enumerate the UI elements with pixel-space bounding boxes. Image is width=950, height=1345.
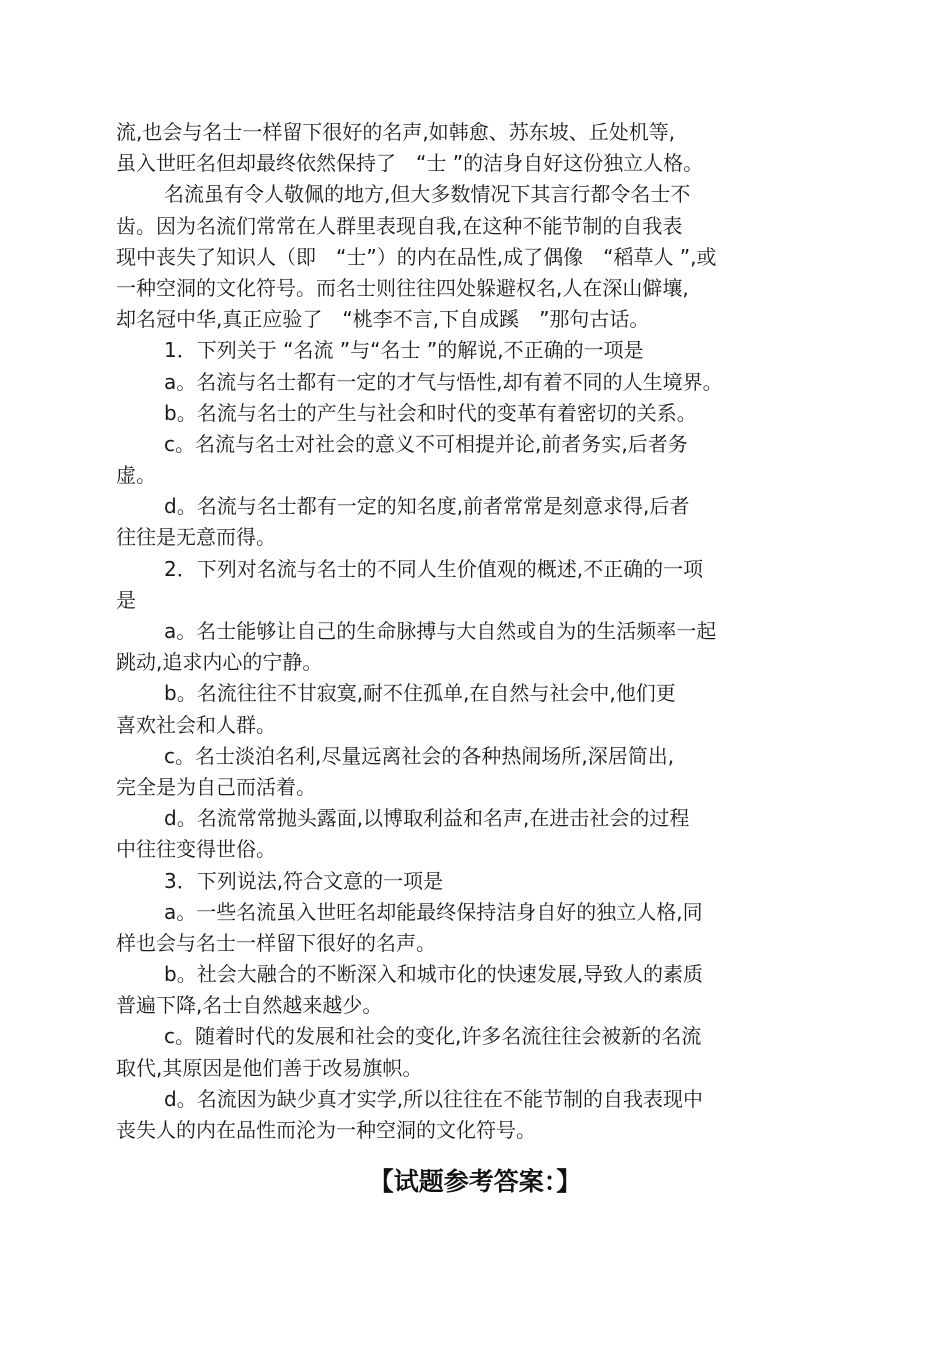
text-line: 齿。因为名流们常常在人群里表现自我,在这种不能节制的自我表: [116, 213, 683, 238]
text-line: 喜欢社会和人群。: [116, 712, 276, 737]
text-line: a。名士能够让自己的生命脉搏与大自然或自为的生活频率一起: [164, 619, 717, 643]
text-line: 跳动,追求内心的宁静。: [116, 650, 323, 675]
text-line: 是: [116, 587, 136, 612]
answer-heading: 【试题参考答案：】: [368, 1167, 582, 1196]
text-line: 一种空洞的文化符号。而名士则往往四处躲避权名,人在深山僻壤,: [116, 275, 689, 300]
text-line: 虽入世旺名但却最终依然保持了 “士 ”的洁身自好这份独立人格。: [116, 151, 704, 176]
text-line: 3．下列说法,符合文意的一项是: [164, 868, 444, 893]
text-line: 中往往变得世俗。: [116, 837, 276, 862]
text-line: a。名流与名士都有一定的才气与悟性,却有着不同的人生境界。: [164, 369, 723, 394]
text-line: 2．下列对名流与名士的不同人生价值观的概述,不正确的一项: [164, 556, 704, 581]
text-line: 样也会与名士一样留下很好的名声。: [116, 930, 436, 955]
text-line: d。名流常常抛头露面,以博取利益和名声,在进击社会的过程: [164, 806, 690, 831]
text-line: c。随着时代的发展和社会的变化,许多名流往往会被新的名流: [164, 1024, 702, 1049]
text-line: 1．下列关于 “名流 ”与“名士 ”的解说,不正确的一项是: [164, 338, 644, 363]
text-line: c。名士淡泊名利,尽量远离社会的各种热闹场所,深居简出,: [164, 743, 675, 768]
text-line: 现中丧失了知识人（即 “士”）的内在品性,成了偶像 “稻草人 ”,或: [116, 244, 717, 269]
text-line: d。名流与名士都有一定的知名度,前者常常是刻意求得,后者: [164, 494, 690, 519]
text-line: 往往是无意而得。: [116, 525, 276, 550]
text-line: 普遍下降,名士自然越来越少。: [116, 993, 383, 1018]
text-line: 丧失人的内在品性而沦为一种空洞的文化符号。: [116, 1118, 536, 1142]
text-line: b。名流与名士的产生与社会和时代的变革有着密切的关系。: [164, 400, 697, 425]
text-line: c。名流与名士对社会的意义不可相提并论,前者务实,后者务: [164, 431, 688, 456]
text-line: 虚。: [116, 463, 156, 488]
text-line: 取代,其原因是他们善于改易旗帜。: [116, 1055, 423, 1080]
text-line: a。一些名流虽入世旺名却能最终保持洁身自好的独立人格,同: [164, 899, 703, 924]
text-line: d。名流因为缺少真才实学,所以往往在不能节制的自我表现中: [164, 1086, 704, 1111]
text-line: 完全是为自己而活着。: [116, 774, 316, 799]
text-line: 却名冠中华,真正应验了 “桃李不言,下自成蹊 ”那句古话。: [116, 307, 650, 332]
text-line: b。名流往往不甘寂寞,耐不住孤单,在自然与社会中,他们更: [164, 681, 676, 706]
text-line: 名流虽有令人敬佩的地方,但大多数情况下其言行都令名士不: [164, 182, 691, 207]
body-text: [116, 117, 796, 1146]
text-line: 流,也会与名士一样留下很好的名声,如韩愈、苏东坡、丘处机等,: [116, 120, 676, 144]
text-line: b。社会大融合的不断深入和城市化的快速发展,导致人的素质: [164, 962, 704, 987]
